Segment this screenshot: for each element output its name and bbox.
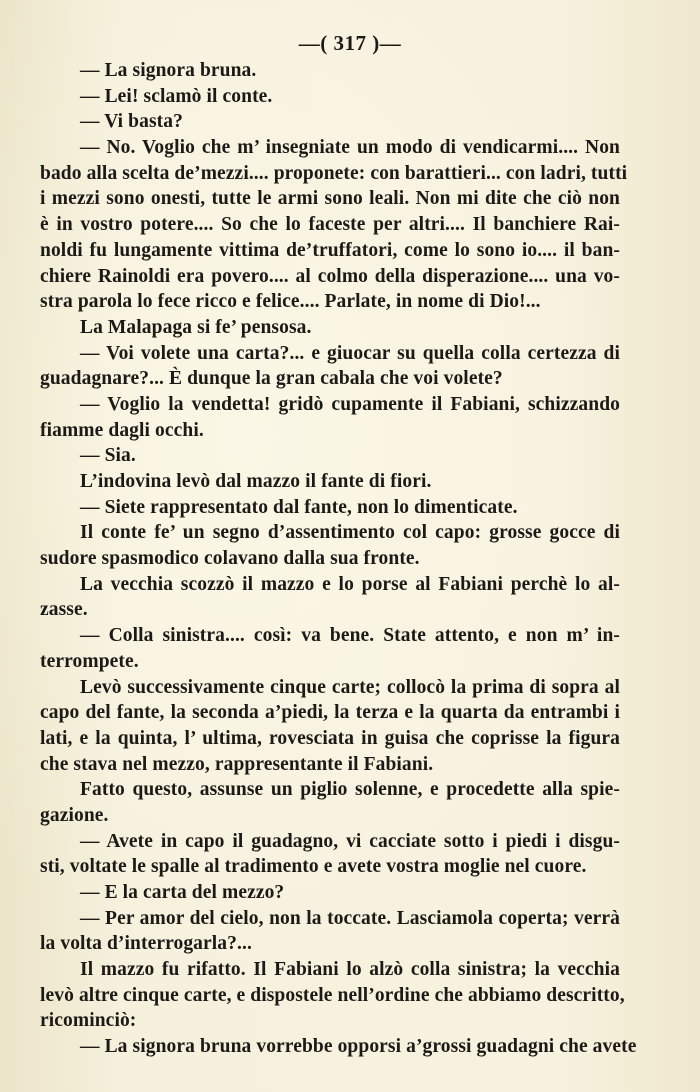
text-line: — No. Voglio che m’ insegniate un modo di vendicarmi.... Non: [80, 137, 620, 159]
text-line: lati, e la quinta, l’ ultima, rovesciata in guisa che coprisse la figura: [40, 727, 620, 749]
text-line: chiere Rainoldi era povero.... al colmo della disperazione.... una vo-: [40, 265, 620, 287]
text-line: guadagnare?... È dunque la gran cabala che voi volete?: [40, 368, 503, 390]
text-line: i mezzi sono onesti, tutte le armi sono leali. Non mi dite che ciò non: [40, 188, 620, 210]
text-line: è in vostro potere.... So che lo faceste per altri.... Il banchiere Rai-: [40, 214, 620, 236]
text-line: fiamme dagli occhi.: [40, 419, 204, 441]
text-line: — E la carta del mezzo?: [80, 882, 285, 903]
page-number-header: —( 317 )—: [298, 31, 402, 55]
text-line: — Voglio la vendetta! gridò cupamente il Fabiani, schizzando: [80, 393, 620, 415]
text-line: ricominciò:: [40, 1010, 137, 1032]
text-line: La vecchia scozzò il mazzo e lo porse al Fabiani perchè lo al-: [80, 573, 620, 595]
text-line: — La signora bruna.: [80, 60, 257, 81]
text-line: — Voi volete una carta?... e giuocar su quella colla certezza di: [80, 342, 620, 364]
text-line: — Siete rappresentato dal fante, non lo dimenticate.: [80, 496, 518, 518]
text-line: sti, voltate le spalle al tradimento e avete vostra moglie nel cuore.: [40, 856, 587, 878]
text-line: — Vi basta?: [80, 111, 183, 133]
text-line: la volta d’interrogarla?...: [40, 933, 252, 955]
text-line: Il conte fe’ un segno d’assentimento col capo: grosse gocce di: [80, 522, 620, 544]
text-line: — Lei! sclamò il conte.: [80, 85, 273, 107]
text-line: noldi fu lungamente vittima de’truffatori, come lo sono io.... il ban-: [40, 239, 620, 261]
text-line: — Avete in capo il guadagno, vi cacciate sotto i piedi i disgu-: [80, 830, 620, 852]
text-line: stra parola lo fece ricco e felice.... Parlate, in nome di Dio!...: [40, 291, 541, 313]
text-line: sudore spasmodico colavano dalla sua fronte.: [40, 548, 420, 570]
text-line: Il mazzo fu rifatto. Il Fabiani lo alzò colla sinistra; la vecchia: [80, 959, 620, 981]
text-line: levò altre cinque carte, e dispostele nell’ordine che abbiamo descritto,: [40, 984, 625, 1006]
text-line: Fatto questo, assunse un piglio solenne, e procedette alla spie-: [80, 779, 620, 801]
text-line: — La signora bruna vorrebbe opporsi a’grossi guadagni che avete: [80, 1036, 637, 1058]
text-line: gazione.: [40, 804, 109, 826]
text-line: zasse.: [40, 599, 88, 621]
text-line: La Malapaga si fe’ pensosa.: [80, 316, 312, 338]
text-line: — Per amor del cielo, non la toccate. Lasciamola coperta; verrà: [80, 907, 620, 929]
text-line: L’indovina levò dal mazzo il fante di fiori.: [80, 471, 432, 492]
text-body: [40, 58, 637, 1060]
text-line: terrompete.: [40, 650, 139, 672]
text-line: — Colla sinistra.... così: va bene. State attento, e non m’ in-: [80, 625, 620, 647]
text-line: Levò successivamente cinque carte; collocò la prima di sopra al: [80, 676, 620, 698]
text-line: che stava nel mezzo, rappresentante il Fabiani.: [40, 753, 434, 775]
text-line: — Sia.: [80, 445, 136, 467]
text-line: bado alla scelta de’mezzi.... proponete: con barattieri... con ladri, tutti: [40, 162, 628, 184]
text-line: capo del fante, la seconda a’piedi, la terza e la quarta da entrambi i: [40, 702, 620, 724]
